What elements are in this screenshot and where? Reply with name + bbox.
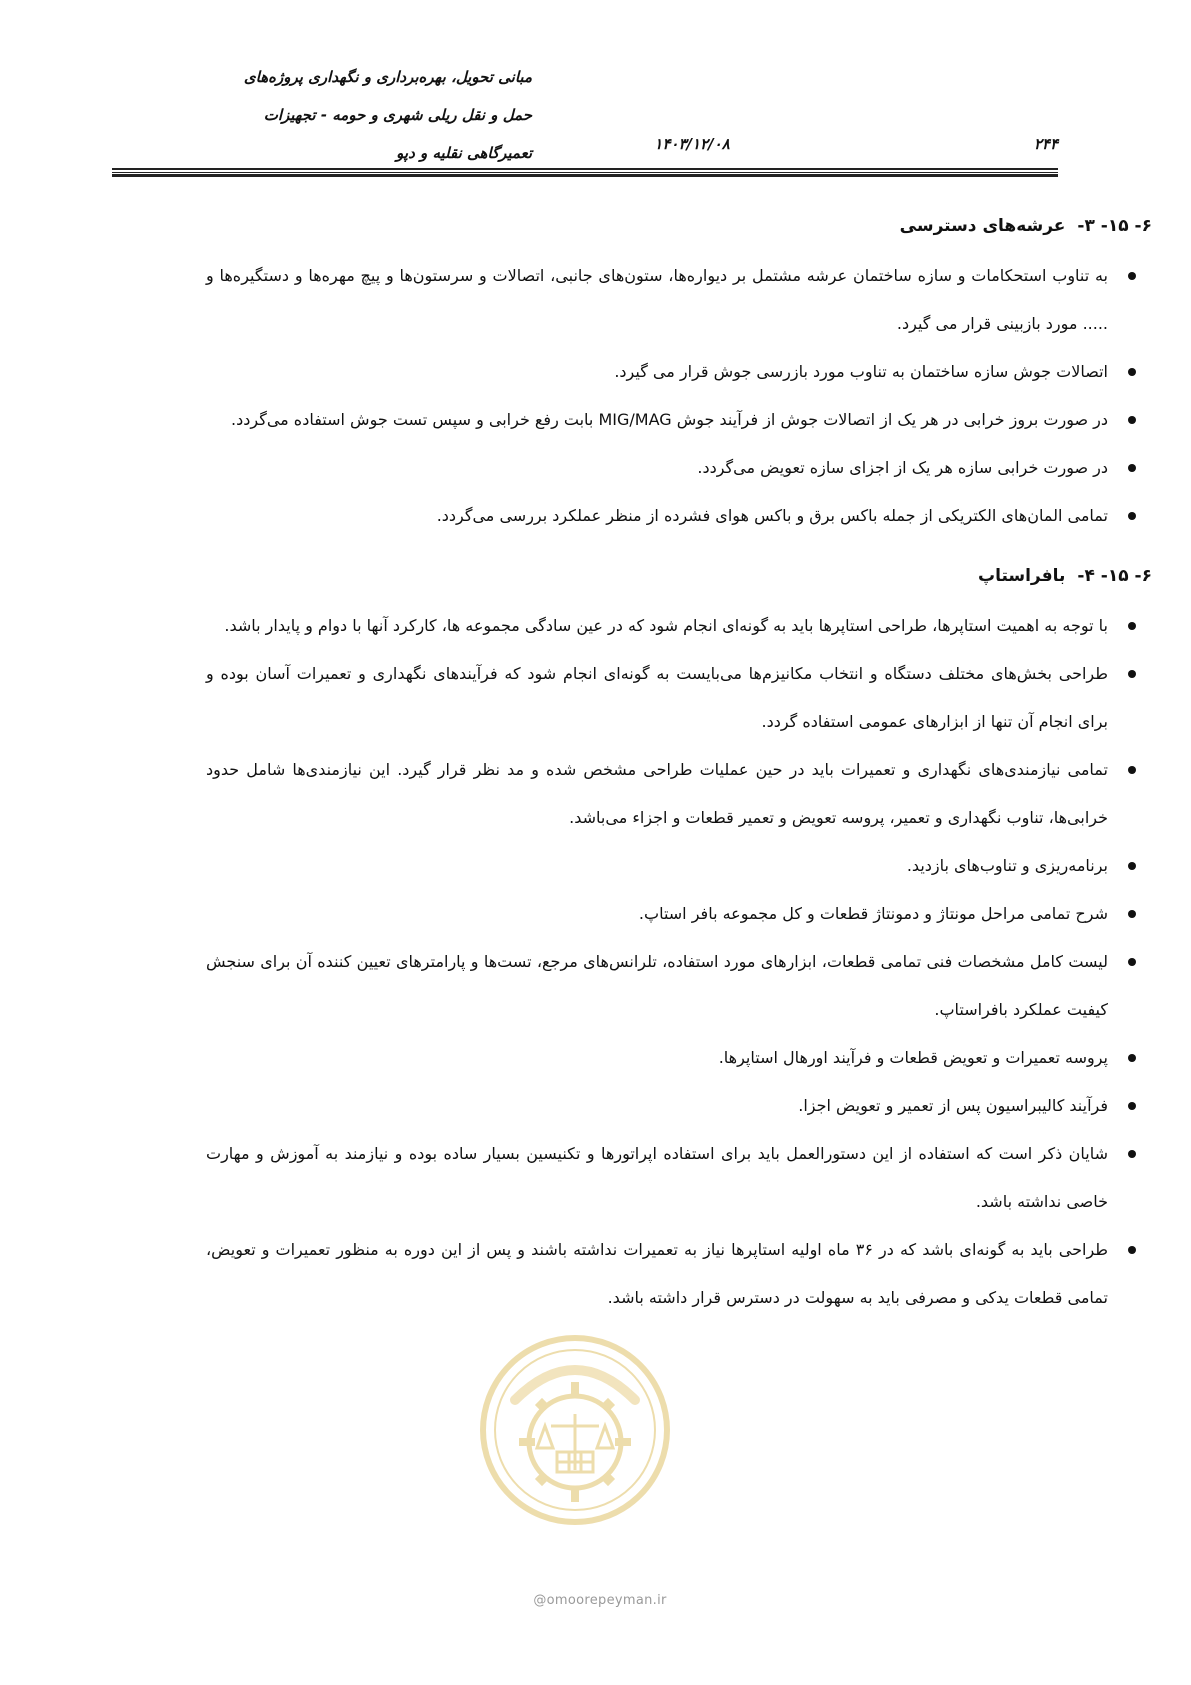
bullet-icon — [1128, 1150, 1136, 1158]
bullet-icon — [1128, 766, 1136, 774]
list-item: طراحی باید به گونه‌ای باشد که در ۳۶ ماه اولیه استاپرها نیاز به تعمیرات نداشته باشند و پس از این دوره به منظور تعمیرات و تعویض، تمامی قطعات یدکی و مصرفی باید به سهولت در دسترس قرار داشته باشد. — [206, 1226, 1152, 1322]
bullet-icon — [1128, 670, 1136, 678]
bullet-icon — [1128, 464, 1136, 472]
title-line-2: حمل و نقل ریلی شهری و حومه - تجهیزات — [263, 106, 532, 124]
section-number: ۶- ۱۵- ۴- — [1077, 566, 1152, 586]
section-number: ۶- ۱۵- ۳- — [1077, 216, 1152, 236]
list-item: با توجه به اهمیت استاپرها، طراحی استاپرها باید به گونه‌ای انجام شود که در عین سادگی مجموعه ها، کارکرد آنها با دوام و پایدار باشد. — [206, 602, 1152, 650]
list-item: طراحی بخش‌های مختلف دستگاه و انتخاب مکانیزم‌ها می‌بایست به گونه‌ای انجام شود که فرآیندهای نگهداری و تعمیرات آسان بوده و برای انجام آن تنها از ابزارهای عمومی استفاده گردد. — [206, 650, 1152, 746]
bullet-icon — [1128, 1102, 1136, 1110]
list-item: لیست کامل مشخصات فنی تمامی قطعات، ابزارهای مورد استفاده، تلرانس‌های مرجع، تست‌ها و پارامترهای تعیین کننده آن برای سنجش کیفیت عملکرد بافراستاپ. — [206, 938, 1152, 1034]
bullet-icon — [1128, 910, 1136, 918]
watermark-seal-icon — [475, 1330, 675, 1530]
bullet-icon — [1128, 1246, 1136, 1254]
page-header — [112, 58, 1058, 166]
page-number: ۲۴۴ — [1033, 135, 1058, 153]
section-heading — [112, 212, 1152, 240]
page-content — [112, 212, 1152, 1344]
bullet-icon — [1128, 512, 1136, 520]
bullet-icon — [1128, 416, 1136, 424]
document-date: ۱۴۰۳/۱۲/۰۸ — [654, 135, 730, 153]
bullet-icon — [1128, 368, 1136, 376]
list-item: شایان ذکر است که استفاده از این دستورالعمل باید برای استفاده اپراتورها و تکنیسین بسیار ساده بوده و نیازمند به آموزش و مهارت خاصی نداشته باشد. — [206, 1130, 1152, 1226]
section-title: عرشه‌های دسترسی — [899, 216, 1066, 236]
bullet-icon — [1128, 862, 1136, 870]
list-item: به تناوب استحکامات و سازه ساختمان عرشه مشتمل بر دیواره‌ها، ستون‌های جانبی، اتصالات و سرستون‌ها و پیچ مهره‌ها و دستگیره‌ها و ..... مورد بازبینی قرار می گیرد. — [206, 252, 1152, 348]
section-title: بافراستاپ — [977, 566, 1066, 586]
list-item: تمامی المان‌های الکتریکی از جمله باکس برق و باکس هوای فشرده از منظر عملکرد بررسی می‌گردد. — [206, 492, 1152, 540]
title-line-3: تعمیرگاهی نقلیه و دپو — [396, 144, 532, 162]
bullet-list — [112, 252, 1152, 540]
bullet-icon — [1128, 1054, 1136, 1062]
bullet-icon — [1128, 958, 1136, 966]
list-item: فرآیند کالیبراسیون پس از تعمیر و تعویض اجزا. — [206, 1082, 1152, 1130]
list-item: شرح تمامی مراحل مونتاژ و دمونتاژ قطعات و کل مجموعه بافر استاپ. — [206, 890, 1152, 938]
bullet-icon — [1128, 622, 1136, 630]
bullet-icon — [1128, 272, 1136, 280]
list-item: برنامه‌ریزی و تناوب‌های بازدید. — [206, 842, 1152, 890]
list-item: اتصالات جوش سازه ساختمان به تناوب مورد بازرسی جوش قرار می گیرد. — [206, 348, 1152, 396]
list-item: پروسه تعمیرات و تعویض قطعات و فرآیند اورهال استاپرها. — [206, 1034, 1152, 1082]
section-access-decks — [112, 212, 1152, 540]
bullet-list — [112, 602, 1152, 1322]
watermark-site-text: @omoorepeyman.ir — [533, 1593, 667, 1608]
section-heading — [112, 562, 1152, 590]
section-buffer-stop — [112, 562, 1152, 1322]
list-item: در صورت بروز خرابی در هر یک از اتصالات جوش از فرآیند جوش MIG/MAG بابت رفع خرابی و سپس تست جوش استفاده می‌گردد. — [206, 396, 1152, 444]
document-title — [112, 58, 532, 172]
header-divider — [112, 168, 1058, 177]
title-line-1: مبانی تحویل، بهره‌برداری و نگهداری پروژه‌های — [243, 68, 532, 86]
list-item: تمامی نیازمندی‌های نگهداری و تعمیرات باید در حین عملیات طراحی مشخص شده و مد نظر قرار گیرد. این نیازمندی‌ها شامل حدود خرابی‌ها، تناوب نگهداری و تعمیر، پروسه تعویض و تعمیر قطعات و اجزاء می‌باشد. — [206, 746, 1152, 842]
list-item: در صورت خرابی سازه هر یک از اجزای سازه تعویض می‌گردد. — [206, 444, 1152, 492]
